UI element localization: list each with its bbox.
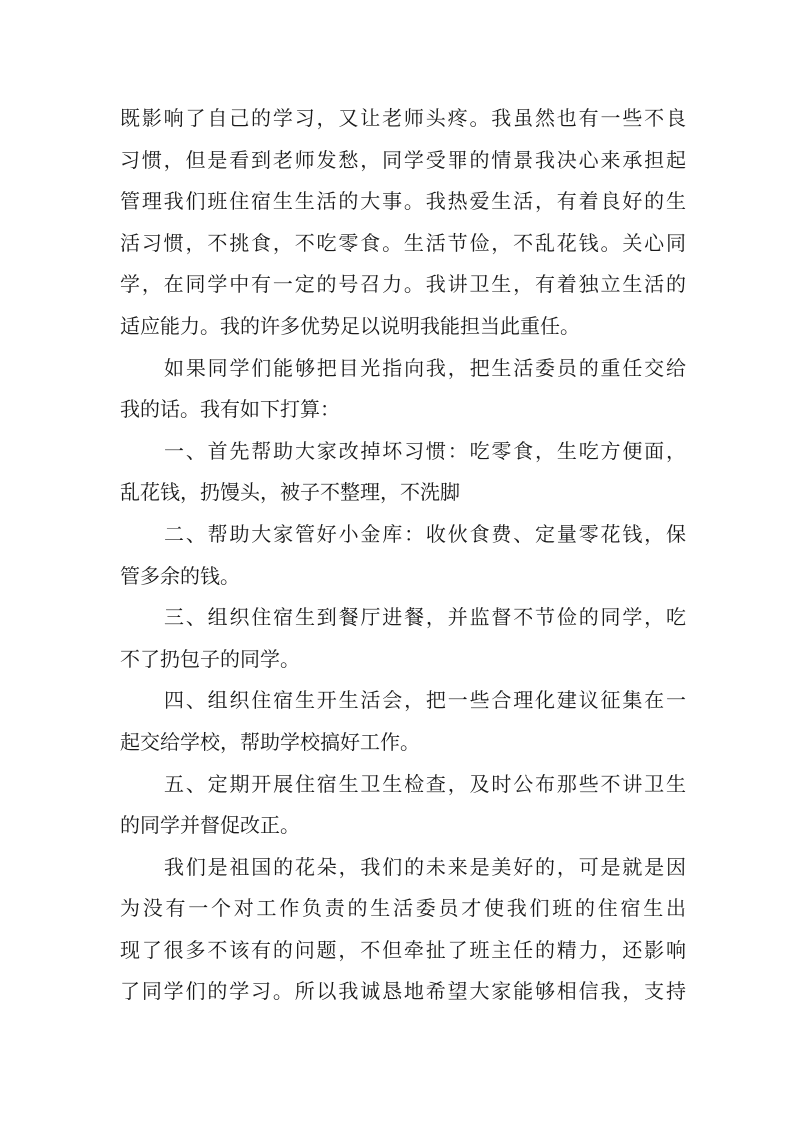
paragraph-first-line: 一、首先帮助大家改掉坏习惯：吃零食，生吃方便面， bbox=[164, 438, 686, 463]
paragraph-first-line: 五、定期开展住宿生卫生检查，及时公布那些不讲卫生 bbox=[164, 771, 686, 796]
text-line bbox=[120, 680, 686, 722]
paragraph-first-line: 我们是祖国的花朵，我们的未来是美好的，可是就是因 bbox=[164, 854, 686, 879]
paragraph-line: 不了扔包子的同学。 bbox=[120, 646, 300, 671]
text-line bbox=[120, 888, 686, 930]
paragraph-line: 了同学们的学习。所以我诚恳地希望大家能够相信我，支持 bbox=[120, 979, 686, 1004]
paragraph-first-line: 三、组织住宿生到餐厅进餐，并监督不节俭的同学，吃 bbox=[164, 605, 686, 630]
paragraph-line: 管多余的钱。 bbox=[120, 563, 240, 588]
text-line bbox=[120, 306, 686, 348]
text-line bbox=[120, 764, 686, 806]
text-line bbox=[120, 847, 686, 889]
text-line bbox=[120, 98, 686, 140]
paragraph-line: 学，在同学中有一定的号召力。我讲卫生，有着独立生活的 bbox=[120, 272, 686, 297]
text-line bbox=[120, 639, 686, 681]
paragraph-line: 习惯，但是看到老师发愁，同学受罪的情景我决心来承担起 bbox=[120, 147, 686, 172]
text-line bbox=[120, 348, 686, 390]
paragraph-line: 为没有一个对工作负责的生活委员才使我们班的住宿生出 bbox=[120, 896, 686, 921]
paragraph-line: 现了很多不该有的问题，不但牵扯了班主任的精力，还影响 bbox=[120, 937, 686, 962]
paragraph-line: 乱花钱，扔馒头，被子不整理，不洗脚 bbox=[120, 480, 460, 505]
text-line bbox=[120, 472, 686, 514]
text-line bbox=[120, 431, 686, 473]
paragraph-first-line: 如果同学们能够把目光指向我，把生活委员的重任交给 bbox=[164, 355, 686, 380]
text-line bbox=[120, 223, 686, 265]
text-line bbox=[120, 597, 686, 639]
paragraph-line: 管理我们班住宿生生活的大事。我热爱生活，有着良好的生 bbox=[120, 189, 686, 214]
paragraph-line: 活习惯，不挑食，不吃零食。生活节俭，不乱花钱。关心同 bbox=[120, 230, 686, 255]
text-line bbox=[120, 971, 686, 1013]
document-body bbox=[120, 98, 686, 1013]
text-line bbox=[120, 930, 686, 972]
text-line bbox=[120, 389, 686, 431]
paragraph-line: 起交给学校，帮助学校搞好工作。 bbox=[120, 729, 420, 754]
text-line bbox=[120, 264, 686, 306]
text-line bbox=[120, 556, 686, 598]
paragraph-line: 我的话。我有如下打算： bbox=[120, 397, 340, 422]
text-line bbox=[120, 181, 686, 223]
text-line bbox=[120, 722, 686, 764]
paragraph-first-line: 二、帮助大家管好小金库：收伙食费、定量零花钱，保 bbox=[164, 521, 686, 546]
paragraph-first-line: 四、组织住宿生开生活会，把一些合理化建议征集在一 bbox=[164, 688, 686, 713]
text-line bbox=[120, 805, 686, 847]
paragraph-line: 的同学并督促改正。 bbox=[120, 813, 300, 838]
text-line bbox=[120, 140, 686, 182]
paragraph-line: 既影响了自己的学习，又让老师头疼。我虽然也有一些不良 bbox=[120, 106, 686, 130]
paragraph-line: 适应能力。我的许多优势足以说明我能担当此重任。 bbox=[120, 313, 580, 338]
text-line bbox=[120, 514, 686, 556]
